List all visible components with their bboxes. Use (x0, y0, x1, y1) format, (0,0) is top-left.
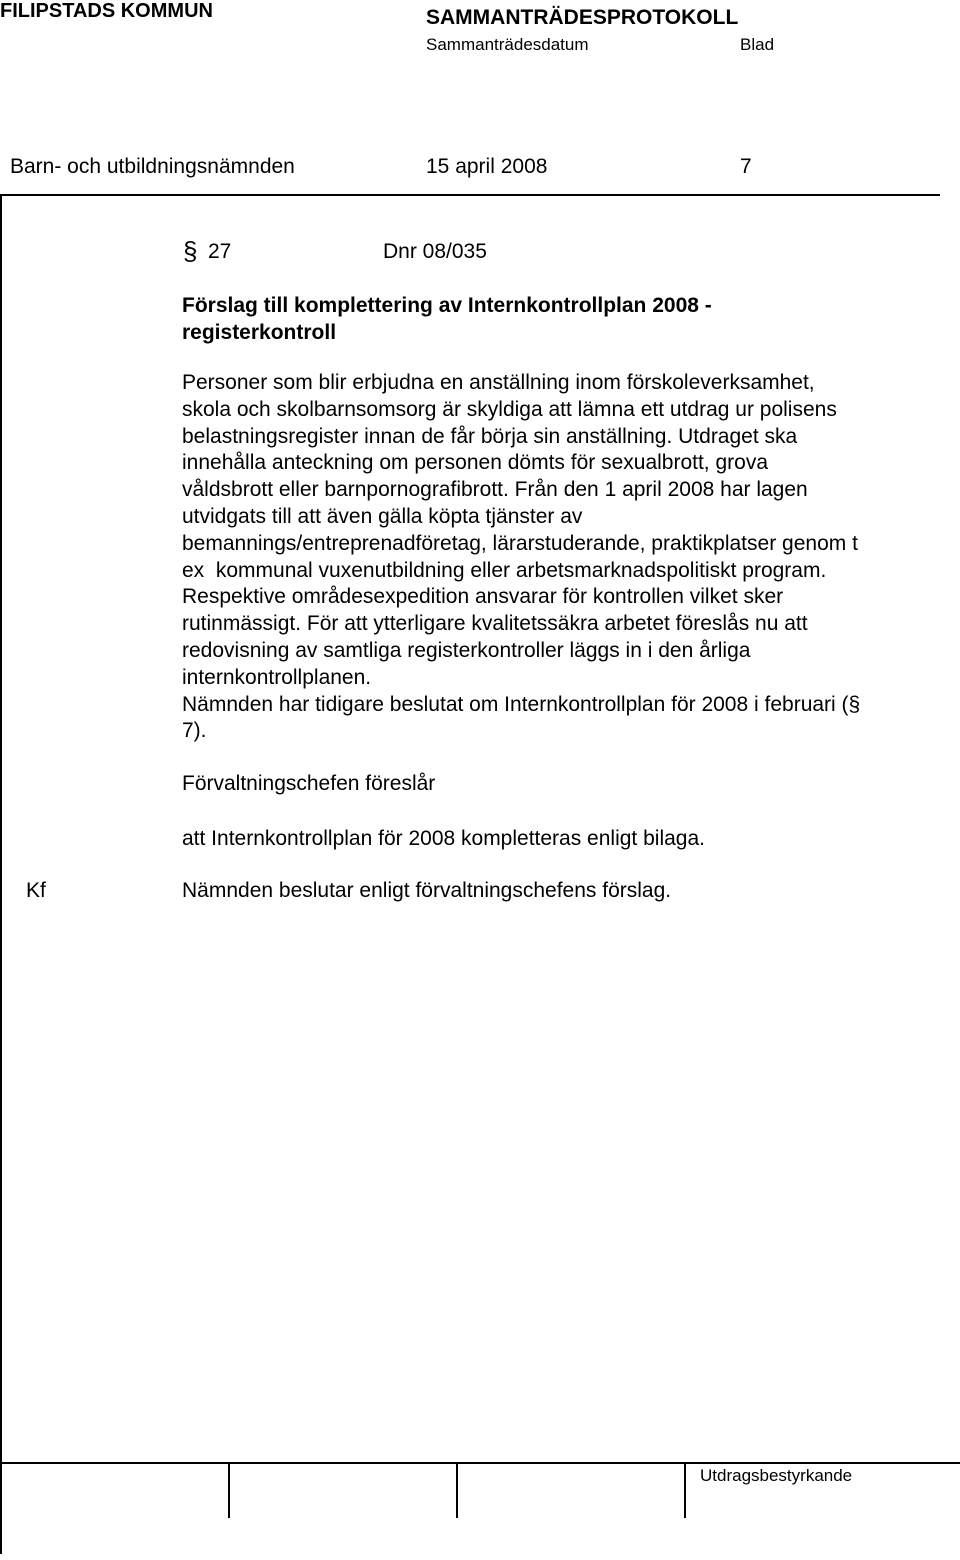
paragraph-symbol: § (183, 236, 198, 266)
body-line: våldsbrott eller barnpornografibrott. Från den 1 april 2008 har lagen (182, 478, 808, 502)
section-title-line: registerkontroll (182, 321, 337, 344)
section-body (182, 370, 942, 745)
certification-label: Utdragsbestyrkande (700, 1466, 853, 1485)
organization-name: FILIPSTADS KOMMUN (0, 0, 213, 22)
body-line: bemannings/entreprenadföretag, lärarstuderande, praktikplatser genom t (182, 531, 858, 555)
body-line: rutinmässigt. För att ytterligare kvalitetssäkra arbetet föreslås nu att (182, 612, 808, 636)
page-number: 7 (740, 155, 752, 178)
paragraph-number: 27 (208, 240, 232, 263)
body-line: ex kommunal vuxenutbildning eller arbetsmarknadspolitiskt program. (182, 558, 827, 582)
decision-text: Nämnden beslutar enligt förvaltningschefens förslag. (182, 879, 672, 902)
body-line: Personer som blir erbjudna en anställning inom förskoleverksamhet, (182, 371, 815, 394)
section-title-line: Förslag till komplettering av Internkontrollplan 2008 - (182, 294, 712, 317)
footer-rule (0, 1462, 960, 1464)
board-name: Barn- och utbildningsnämnden (10, 155, 295, 178)
body-line: innehålla anteckning om personen dömts för sexualbrott, grova (182, 451, 769, 475)
body-line: Respektive områdesexpedition ansvarar för kontrollen vilket sker (182, 585, 784, 609)
body-line: belastningsregister innan de får börja sin anställning. Utdraget ska (182, 424, 798, 448)
footer-divider (684, 1462, 686, 1518)
body-line: 7). (182, 719, 207, 743)
protocol-title: SAMMANTRÄDESPROTOKOLL (426, 6, 739, 29)
footer-divider (456, 1462, 458, 1518)
body-line: skola och skolbarnsomsorg är skyldiga att lämna ett utdrag ur polisens (182, 397, 837, 421)
body-line: redovisning av samtliga registerkontroller läggs in i den årliga (182, 638, 751, 662)
meeting-date-label: Sammanträdesdatum (426, 35, 589, 54)
section-title (182, 292, 882, 346)
page-label: Blad (740, 35, 775, 54)
footer-divider (228, 1462, 230, 1518)
meeting-date: 15 april 2008 (426, 155, 548, 178)
body-line: Nämnden har tidigare beslutat om Internkontrollplan för 2008 i februari (§ (182, 692, 861, 716)
proposer-heading: Förvaltningschefen föreslår (182, 772, 436, 795)
decision-marker: Kf (26, 879, 46, 902)
diary-number: Dnr 08/035 (383, 240, 487, 263)
body-line: internkontrollplanen. (182, 665, 372, 689)
body-line: utvidgats till att även gälla köpta tjänster av (182, 504, 583, 528)
proposal-text: att Internkontrollplan för 2008 kompletteras enligt bilaga. (182, 827, 705, 850)
